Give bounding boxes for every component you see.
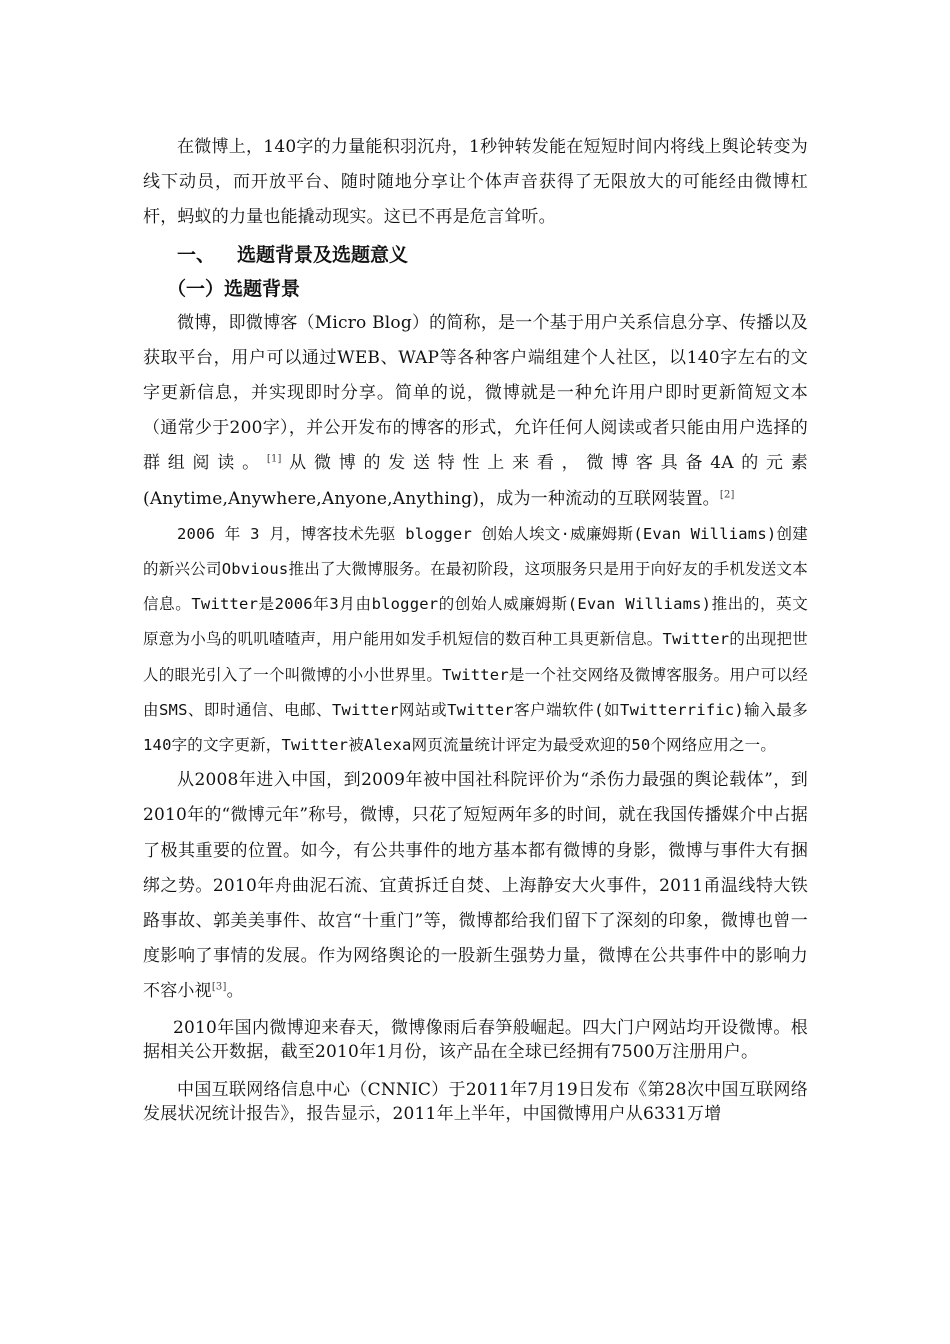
weibo-definition-paragraph	[143, 306, 808, 517]
subsection-heading: （一）选题背景	[167, 277, 301, 300]
section-title: 选题背景及选题意义	[237, 243, 409, 266]
definition-text: 微博，即微博客（Micro Blog）的简称，是一个基于用户关系信息分享、传播以及获取平台，用户可以通过WEB、WAP等各种客户端组建个人社区，以140字左右的文字更新信息，并实现即时分享。简单的说，微博就是一种允许用户即时更新简短文本（通常少于200字），并公开发布的博客的形式，允许任何人阅读或者只能由用户选择的群组阅读。	[143, 312, 808, 474]
china-weibo-paragraph	[143, 763, 808, 1009]
document-body	[143, 130, 808, 1126]
section-number: 一、	[177, 243, 216, 266]
citation-1: [1]	[266, 453, 282, 465]
cnnic-paragraph: 中国互联网络信息中心（CNNIC）于2011年7月19日发布《第28次中国互联网络发展状况统计报告》，报告显示，2011年上半年，中国微博用户从6331万增	[143, 1079, 808, 1124]
citation-3: [3]	[211, 981, 227, 993]
section-heading	[143, 238, 808, 272]
definition-text-cont: 从微博的发送特性上来看，微博客具备4A的元素(Anytime,Anywhere,Anyone,Anything)，成为一种流动的互联网装置。	[143, 453, 809, 509]
china-weibo-tail: 。	[226, 981, 244, 1002]
china-weibo-text: 从2008年进入中国，到2009年被中国社科院评价为“杀伤力最强的舆论载体”，到2010年的“微博元年”称号，微博，只花了短短两年多的时间，就在我国传播媒介中占据了极其重要的位置。如今，有公共事件的地方基本都有微博的身影，微博与事件大有捆绑之势。2010年舟曲泥石流、宜黄拆迁自焚、上海静安大火事件，2011甬温线特大铁路事故、郭美美事件、故宫“十重门”等，微博都给我们留下了深刻的印象，微博也曾一度影响了事情的发展。作为网络舆论的一股新生强势力量，微博在公共事件中的影响力不容小视	[143, 770, 808, 1002]
weibo-2010-paragraph: 2010年国内微博迎来春天，微博像雨后春笋般崛起。四大门户网站均开设微博。根据相关公开数据，截至2010年1月份，该产品在全球已经拥有7500万注册用户。	[143, 1017, 808, 1062]
intro-paragraph: 在微博上，140字的力量能积羽沉舟，1秒钟转发能在短短时间内将线上舆论转变为线下动员，而开放平台、随时随地分享让个体声音获得了无限放大的可能经由微博杠杆，蚂蚁的力量也能撬动现实。这已不再是危言耸听。	[143, 137, 808, 228]
citation-2: [2]	[719, 488, 735, 500]
twitter-history-paragraph	[143, 517, 808, 763]
twitter-history-text: 2006 年 3 月，博客技术先驱 blogger 创始人埃文·威廉姆斯(Evan Williams)创建的新兴公司Obvious推出了大微博服务。在最初阶段，这项服务只是用于向好友的手机发送文本信息。Twitter是2006年3月由blogger的创始人威廉姆斯(Evan Williams)推出的，英文原意为小鸟的叽叽喳喳声，用户能用如发手机短信的数百种工具更新信息。Twitter的出现把世人的眼光引入了一个叫微博的小小世界里。Twitter是一个社交网络及微博客服务。用户可以经由SMS、即时通信、电邮、Twitter网站或Twitter客户端软件(如Twitterrific)输入最多140字的文字更新，Twitter被Alexa网页流量统计评定为最受欢迎的50个网络应用之一。	[143, 524, 808, 755]
